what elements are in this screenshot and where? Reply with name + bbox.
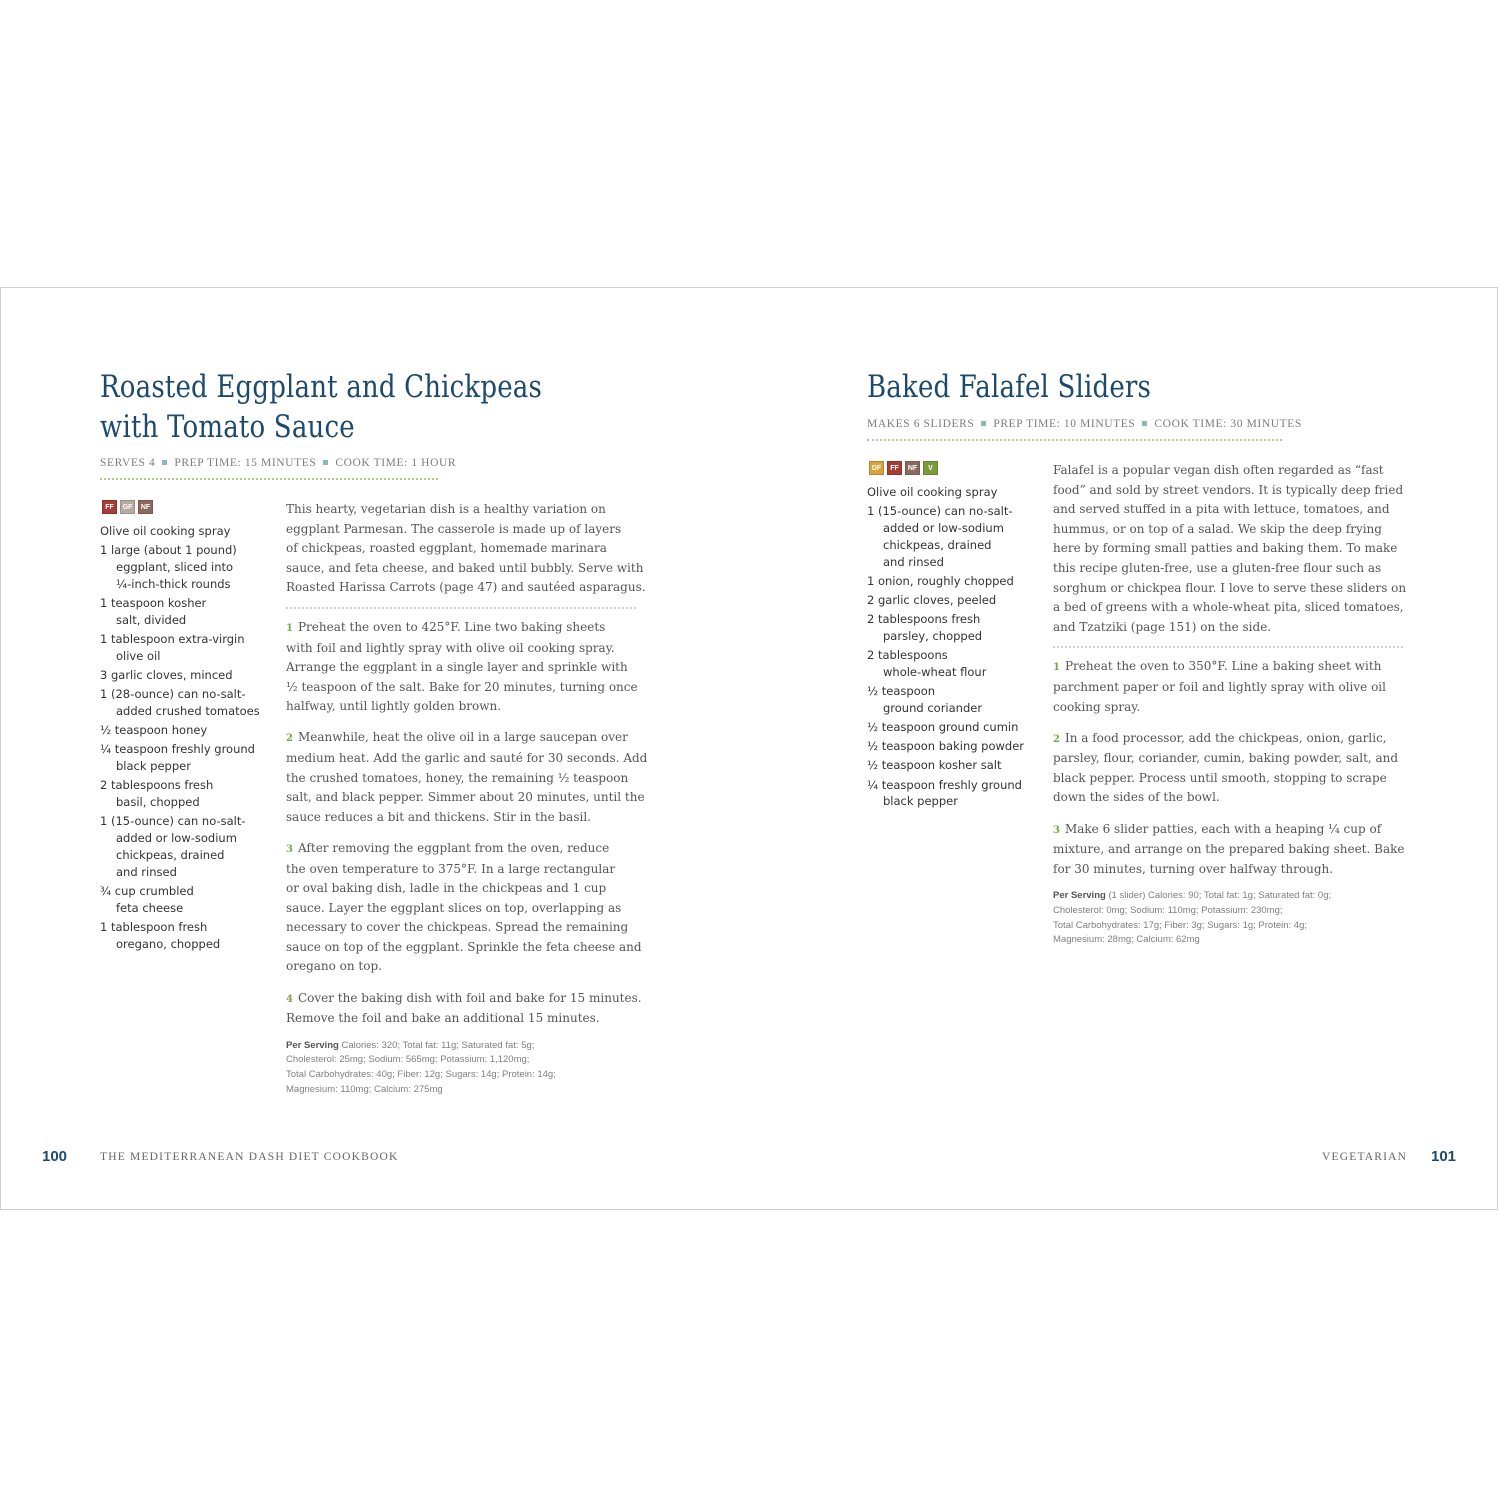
diet-tags [102,500,153,514]
nutrition-info [1053,889,1403,948]
step-line [286,899,636,919]
step-line [286,957,636,977]
step-line [1053,769,1403,789]
recipe-step [286,989,642,1029]
step-text: Make 6 slider patties, each with a heaping ¼ cup of [1064,821,1382,836]
ingredient-line: basil, chopped [116,795,200,810]
meta-separator-icon [323,460,328,465]
ingredient-item [100,667,275,684]
ingredient-line: olive oil [116,648,161,663]
meta-item: COOK TIME: 1 HOUR [335,457,457,469]
nutrition-info [286,1039,636,1098]
recipe-step [286,728,648,827]
ingredient-item [867,484,1042,501]
ingredient-line: 3 garlic cloves, minced [100,667,233,682]
step-number: 1 [286,622,293,634]
step-text: oregano on top. [286,959,382,974]
ingredient-item [100,919,275,953]
step-line [286,989,642,1010]
intro-line: hummus, or on top of a salad. We skip the deep frying [1053,521,1382,536]
step-line [286,678,636,698]
ingredient-line: Olive oil cooking spray [100,524,231,538]
diet-tags [869,461,938,475]
step-text: Arrange the eggplant in a single layer and sprinkle with [286,660,628,675]
meta-separator-icon [981,421,986,426]
ingredient-item [867,503,1042,570]
intro-line: This hearty, vegetarian dish is a healthy variation on [286,502,606,516]
ingredient-line: ½ teaspoon [867,684,936,699]
ingredient-line: black pepper [116,759,191,774]
step-line [1053,698,1403,718]
step-line [1053,840,1403,860]
ingredient-line: ½ teaspoon ground cumin [867,720,1019,735]
step-line [286,697,636,717]
step-text: parsley, flour, coriander, cumin, baking powder, salt, and [1053,751,1399,766]
ingredient-line: 2 tablespoons [867,648,948,663]
step-text: In a food processor, add the chickpeas, onion, garlic, [1064,730,1387,745]
page-number-right: 101 [1431,1148,1457,1165]
ingredient-line: ½ teaspoon honey [100,723,208,738]
ingredient-line: added or low-sodium [883,520,1004,535]
nutrition-text: Total Carbohydrates: 40g; Fiber: 12g; Sugars: 14g; Protein: 14g; [286,1069,556,1081]
ingredient-item [867,738,1042,755]
ingredient-line: 1 large (about 1 pound) [100,543,237,558]
ingredient-item [100,595,275,629]
step-text: After removing the eggplant from the oven, reduce [297,840,610,855]
step-line [286,749,648,769]
ingredient-line: 1 (15-ounce) can no-salt- [867,504,1013,519]
recipe-step [1053,729,1403,808]
intro-line: a bed of greens with a whole-wheat pita, sliced tomatoes, [1053,600,1404,615]
step-text: with foil and lightly spray with olive oil cooking spray. [286,640,615,655]
recipe-title [867,367,1151,407]
ingredient-line: salt, divided [116,612,187,627]
ingredient-line: black pepper [883,794,958,809]
step-text: medium heat. Add the garlic and sauté for 30 seconds. Add [286,751,648,766]
nutrition-text: Total Carbohydrates: 17g; Fiber: 3g; Sugars: 1g; Protein: 4g; [1053,919,1308,931]
step-text: halfway, until lightly golden brown. [286,699,502,714]
step-text: down the sides of the bowl. [1053,790,1220,805]
recipe-intro [1053,461,1407,637]
recipe-step [1053,820,1403,880]
step-number: 1 [1053,662,1060,674]
ingredient-line: added crushed tomatoes [116,703,260,718]
step-text: Cover the baking dish with foil and bake for 15 minutes. [297,990,642,1005]
nutrition-line [1053,919,1403,934]
step-text: the crushed tomatoes, honey, the remaining ½ teaspoon [286,770,629,785]
step-line [286,860,636,880]
ingredient-item [100,631,275,665]
step-text: or oval baking dish, ladle in the chickpeas and 1 cup [286,881,607,896]
intro-divider [1053,646,1403,648]
ingredient-item [100,686,275,720]
diet-tag-icon: V [923,461,938,475]
ingredient-line: ½ teaspoon baking powder [867,739,1025,754]
ingredient-line: 2 garlic cloves, peeled [867,592,997,607]
diet-tag-icon: FF [102,500,117,514]
step-line [286,1009,636,1029]
ingredient-item [100,523,275,540]
step-line [1053,788,1403,808]
meta-item: MAKES 6 SLIDERS [867,418,975,430]
title-line: with Tomato Sauce [100,409,355,445]
meta-item: PREP TIME: 10 MINUTES [993,418,1136,430]
nutrition-text: Magnesium: 28mg; Calcium: 62mg [1053,934,1200,946]
step-line [286,808,636,828]
recipe-title [100,367,542,447]
ingredient-item [867,647,1042,681]
step-line [286,618,636,639]
ingredient-item [867,777,1042,811]
diet-tag-icon: NF [905,461,920,475]
meta-divider [867,439,1282,441]
nutrition-line [1053,889,1403,904]
step-line [286,788,645,808]
title-line: Baked Falafel Sliders [867,369,1152,405]
ingredient-item [100,741,275,775]
nutrition-lead: Per Serving [286,1039,339,1051]
step-text: the oven temperature to 375°F. In a large rectangular [286,861,616,876]
ingredient-line: ground coriander [883,700,983,715]
recipe-intro [286,500,646,598]
step-number: 3 [1053,824,1060,836]
intro-line: of chickpeas, roasted eggplant, homemade marinara [286,541,607,556]
ingredient-line: ¾ cup crumbled [100,883,194,898]
ingredient-item [100,813,275,880]
step-line [286,769,636,789]
ingredient-line: feta cheese [116,900,184,915]
step-text: mixture, and arrange on the prepared baking sheet. Bake [1053,842,1405,857]
title-line: Roasted Eggplant and Chickpeas [100,369,543,405]
ingredient-item [100,777,275,811]
nutrition-line [1053,933,1403,948]
ingredient-line: 1 (28-ounce) can no-salt- [100,687,246,702]
ingredient-item [100,722,275,739]
nutrition-text: Cholesterol: 0mg; Sodium: 110mg; Potassium: 230mg; [1053,904,1283,916]
step-number: 4 [286,993,293,1005]
ingredient-line: added or low-sodium [116,831,237,846]
ingredient-item [867,611,1042,645]
step-text: sauce reduces a bit and thickens. Stir in the basil. [286,809,591,824]
book-spread [0,287,1498,1210]
nutrition-text: Calories: 320; Total fat: 11g; Saturated fat: 5g; [338,1039,535,1051]
ingredient-line: ¼-inch-thick rounds [116,576,231,591]
ingredient-line: 1 onion, roughly chopped [867,573,1014,588]
recipe-step [286,618,636,717]
nutrition-line [1053,904,1403,919]
diet-tag-icon: GF [120,500,135,514]
diet-tag-icon: NF [138,500,153,514]
step-text: necessary to cover the chickpeas. Spread the remaining [286,920,629,935]
intro-divider [286,607,636,609]
nutrition-text: Cholesterol: 25mg; Sodium: 565mg; Potassium: 1,120mg; [286,1054,530,1066]
ingredient-line: 2 tablespoons fresh [867,612,981,627]
step-number: 2 [1053,733,1060,745]
meta-item: PREP TIME: 15 MINUTES [174,457,317,469]
ingredient-line: 1 teaspoon kosher [100,595,207,610]
step-text: sauce. Layer the eggplant slices on top, overlapping as [286,900,622,915]
step-text: Preheat the oven to 425°F. Line two baking sheets [297,619,606,634]
book-title-footer: THE MEDITERRANEAN DASH DIET COOKBOOK [100,1151,399,1163]
ingredient-item [867,592,1042,609]
recipe-body [1053,461,1407,948]
step-line [1053,820,1403,841]
recipe-step [1053,657,1403,717]
ingredient-line: chickpeas, drained [116,847,225,862]
ingredient-item [100,542,275,592]
ingredient-item [100,883,275,917]
page-number-left: 100 [42,1148,68,1165]
nutrition-line [286,1068,636,1083]
meta-separator-icon [1142,421,1147,426]
step-line [286,728,636,749]
intro-line: Falafel is a popular vegan dish often regarded as “fast [1053,463,1384,477]
intro-line: Roasted Harissa Carrots (page 47) and sautéed asparagus. [286,580,646,595]
ingredient-line: and rinsed [116,864,177,879]
step-line [1053,749,1403,769]
step-line [286,639,636,659]
meta-item: COOK TIME: 30 MINUTES [1154,418,1302,430]
ingredient-line: ½ teaspoon kosher salt [867,758,1002,773]
intro-line: here by forming small patties and baking them. To make [1053,541,1398,556]
step-text: black pepper. Process until smooth, stopping to scrape [1053,770,1387,785]
nutrition-lead: Per Serving [1053,890,1106,902]
recipe-meta [100,457,456,469]
step-number: 2 [286,733,293,745]
intro-line: and Tzatziki (page 151) on the side. [1053,619,1272,634]
step-text: sauce on top of the eggplant. Sprinkle the feta cheese and [286,939,642,954]
diet-tag-icon: DF [869,461,884,475]
step-line [286,879,636,899]
ingredient-line: and rinsed [883,554,944,569]
step-text: parchment paper or foil and lightly spray with olive oil [1053,679,1386,694]
ingredient-line: chickpeas, drained [883,537,992,552]
ingredient-line: whole-wheat flour [883,664,987,679]
meta-divider [100,478,438,480]
step-text: ½ teaspoon of the salt. Bake for 20 minutes, turning once [286,679,638,694]
step-line [1053,657,1403,678]
ingredient-line: oregano, chopped [116,936,221,951]
step-text: cooking spray. [1053,699,1141,714]
step-text: Preheat the oven to 350°F. Line a baking sheet with [1064,659,1382,674]
ingredient-line: 1 tablespoon fresh [100,919,208,934]
step-line [286,938,642,958]
intro-line: sorghum or chickpea flour. I love to serve these sliders on [1053,580,1407,595]
ingredient-line: 2 tablespoons fresh [100,778,214,793]
ingredient-item [867,683,1042,717]
nutrition-line [286,1039,636,1054]
ingredient-line: Olive oil cooking spray [867,485,998,499]
nutrition-line [286,1083,636,1098]
nutrition-line [286,1053,636,1068]
step-text: Remove the foil and bake an additional 15 minutes. [286,1011,600,1026]
diet-tag-icon: FF [887,461,902,475]
step-text: salt, and black pepper. Simmer about 20 minutes, until the [286,790,645,805]
ingredient-line: ¼ teaspoon freshly ground [867,777,1022,792]
ingredient-item [867,573,1042,590]
step-text: for 30 minutes, turning over halfway through. [1053,861,1334,876]
ingredient-item [867,757,1042,774]
ingredient-list [867,484,1042,813]
nutrition-text: (1 slider) Calories: 90; Total fat: 1g; Saturated fat: 0g; [1105,890,1332,902]
ingredient-item [867,719,1042,736]
intro-line: sauce, and feta cheese, and baked until bubbly. Serve with [286,560,644,575]
ingredient-line: ¼ teaspoon freshly ground [100,742,255,757]
intro-line: this recipe gluten-free, use a gluten-free flour such as [1053,560,1382,575]
step-line [1053,860,1403,880]
intro-line: and served stuffed in a pita with lettuce, tomatoes, and [1053,502,1390,517]
ingredient-line: eggplant, sliced into [116,559,234,574]
meta-item: SERVES 4 [100,457,156,469]
step-text: Meanwhile, heat the olive oil in a large saucepan over [297,730,628,745]
section-title-footer: VEGETARIAN [1322,1151,1408,1163]
recipe-step [286,839,642,977]
step-line [286,658,636,678]
intro-line: eggplant Parmesan. The casserole is made up of layers [286,521,622,536]
recipe-body [286,500,648,1098]
intro-line: food” and sold by street vendors. It is typically deep fried [1053,482,1404,497]
ingredient-line: 1 (15-ounce) can no-salt- [100,814,246,829]
recipe-meta [867,418,1302,430]
step-number: 3 [286,843,293,855]
meta-separator-icon [162,460,167,465]
ingredient-list [100,523,275,955]
nutrition-text: Magnesium: 110mg; Calcium: 275mg [286,1083,443,1095]
step-line [1053,678,1403,698]
step-line [1053,729,1403,750]
ingredient-line: 1 tablespoon extra-virgin [100,631,245,646]
ingredient-line: parsley, chopped [883,628,983,643]
step-line [286,839,636,860]
step-line [286,918,636,938]
